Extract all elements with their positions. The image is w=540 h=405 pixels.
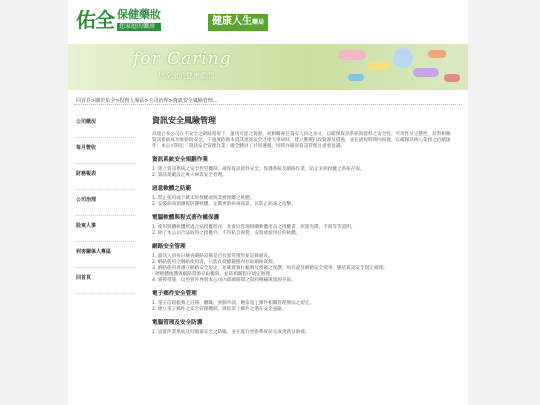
brand-slogan: 您家庭的藥房 xyxy=(117,23,161,31)
brand-logo[interactable] xyxy=(76,9,161,31)
pill-decoration xyxy=(413,68,439,77)
section-list xyxy=(152,225,452,237)
list-item: 2. 網路使用之網路使用者，只能在授權範圍內存取網路資源。 xyxy=(152,260,278,265)
section-heading: 電腦管理及安全防護 xyxy=(152,320,203,326)
health-tag: 健康人生藥局 xyxy=(208,14,268,31)
section-heading: 惡意軟體之防範 xyxy=(152,186,192,192)
list-item: 1. 資訊人員每日檢查網路設備是否有異常情形並記錄備查。 xyxy=(152,254,273,259)
section-heading: 網路安全管理 xyxy=(152,244,186,250)
divider xyxy=(74,104,462,105)
site-header xyxy=(68,0,468,44)
list-item: 2. 資訊規範設定專人專責安全管理。 xyxy=(152,173,227,178)
section-heading: 資訊系統安全規劃作業 xyxy=(152,157,208,163)
sidebar-item-shareholder-affairs[interactable]: 股東人事 xyxy=(76,216,136,242)
section-list xyxy=(152,301,452,313)
banner-subtitle: 您全家的健康顧問 xyxy=(158,72,214,80)
list-item: 1. 設置作業系統及伺服器安全之防範，並在進行更新系統前完成更新及修補。 xyxy=(152,330,310,335)
pill-decoration xyxy=(368,62,390,70)
pill-decoration xyxy=(393,48,413,68)
brand-name: 佑全 xyxy=(76,8,114,32)
brand-product: 保健藥妝 xyxy=(117,8,161,21)
breadcrumb[interactable]: 回首頁>關於佑全>投資人專區>公司治理>資訊安全風險管理... xyxy=(76,98,218,104)
pill-decoration xyxy=(338,50,366,60)
section-list xyxy=(152,167,452,179)
section-heading: 電子郵件安全管理 xyxy=(152,291,197,297)
sidebar-item-monthly-revenue[interactable]: 每月營收 xyxy=(76,138,136,164)
section-list xyxy=(152,254,452,284)
list-item: 2. 除了本公司合法取得之授權外，不得私自複製、安裝或使用任何軟體。 xyxy=(152,231,301,236)
list-item: 1. 禁止使用或下載未經授權或與業務無關之軟體。 xyxy=(152,196,255,201)
list-item: 1. 電子信箱帳號之註冊、離職、異動申請，應依電子郵件相關管理辦法之規定。 xyxy=(152,301,315,306)
list-item: 1. 建立資訊系統之安全控管機制，確保資訊資料安全，保護系統及網路作業，防止未經授權之系統存取。 xyxy=(152,167,365,172)
sidebar-item-stakeholders[interactable]: 利害關係人專區 xyxy=(76,242,136,268)
article-intro: 為建立本公司在不安全之網路環境下，運用可能之資源，或相關專任資安人員之身分，以確保資訊系統與資料之安全性、可用性及完整性，針對相關資訊系統成功推動與安全、不過度依賴本資訊建置安全之重大事故時，建立應變行政資源及措施，並在最短時間內回復，以確保其核心業務之持續運作；本公司制定「資訊安全管理作業」做全體員工共同遵循，同時亦確保資訊管理具重要意識。 xyxy=(152,132,451,149)
section-heading: 電腦軟體與程式著作權保護 xyxy=(152,215,220,221)
page-title: 資訊安全風險管理 xyxy=(152,116,216,125)
list-item: 2. 安裝病毒偵測與防護軟體，定期更新病毒資訊，以防止病毒之攻擊。 xyxy=(152,202,296,207)
pill-decoration xyxy=(428,50,446,58)
page xyxy=(68,0,468,405)
list-item: - 硬軟體維護與網路資源存取權限，並依相關程序規定辦理。 xyxy=(152,272,275,277)
section-list xyxy=(152,196,452,208)
pill-decoration xyxy=(348,74,364,81)
sidebar-item-home[interactable]: 回首頁 xyxy=(76,268,136,294)
list-item: 1. 使用與購軟體經過合法授權程序，並會同管理相關軟體產品之授權書、原版光碟、手冊等等證明。 xyxy=(152,225,356,230)
sidebar-item-company-overview[interactable]: 公司概況 xyxy=(76,112,136,138)
pill-decoration xyxy=(444,74,460,82)
section-list xyxy=(152,330,452,336)
list-item: 2. 建立電子郵件之安全管理機制，降低電子郵件之潛在安全風險。 xyxy=(152,307,287,312)
sidebar-item-corporate-governance[interactable]: 公司治理 xyxy=(76,190,136,216)
sidebar-nav xyxy=(76,112,136,294)
list-item: 4. 備援措施，以控管外界與本公司內部網路間之資料傳輸與資源存取。 xyxy=(152,278,296,283)
list-item: 3. 網路使用者遵守網路安全規定，並確實執行帳號及密碼之保護，如有違反網路安全情事，應依資訊安全規定處理。 xyxy=(152,266,388,271)
hero-banner xyxy=(68,44,468,90)
sidebar-item-financial-reports[interactable]: 財務報表 xyxy=(76,164,136,190)
article xyxy=(152,118,452,336)
banner-title: for Caring xyxy=(133,49,232,69)
